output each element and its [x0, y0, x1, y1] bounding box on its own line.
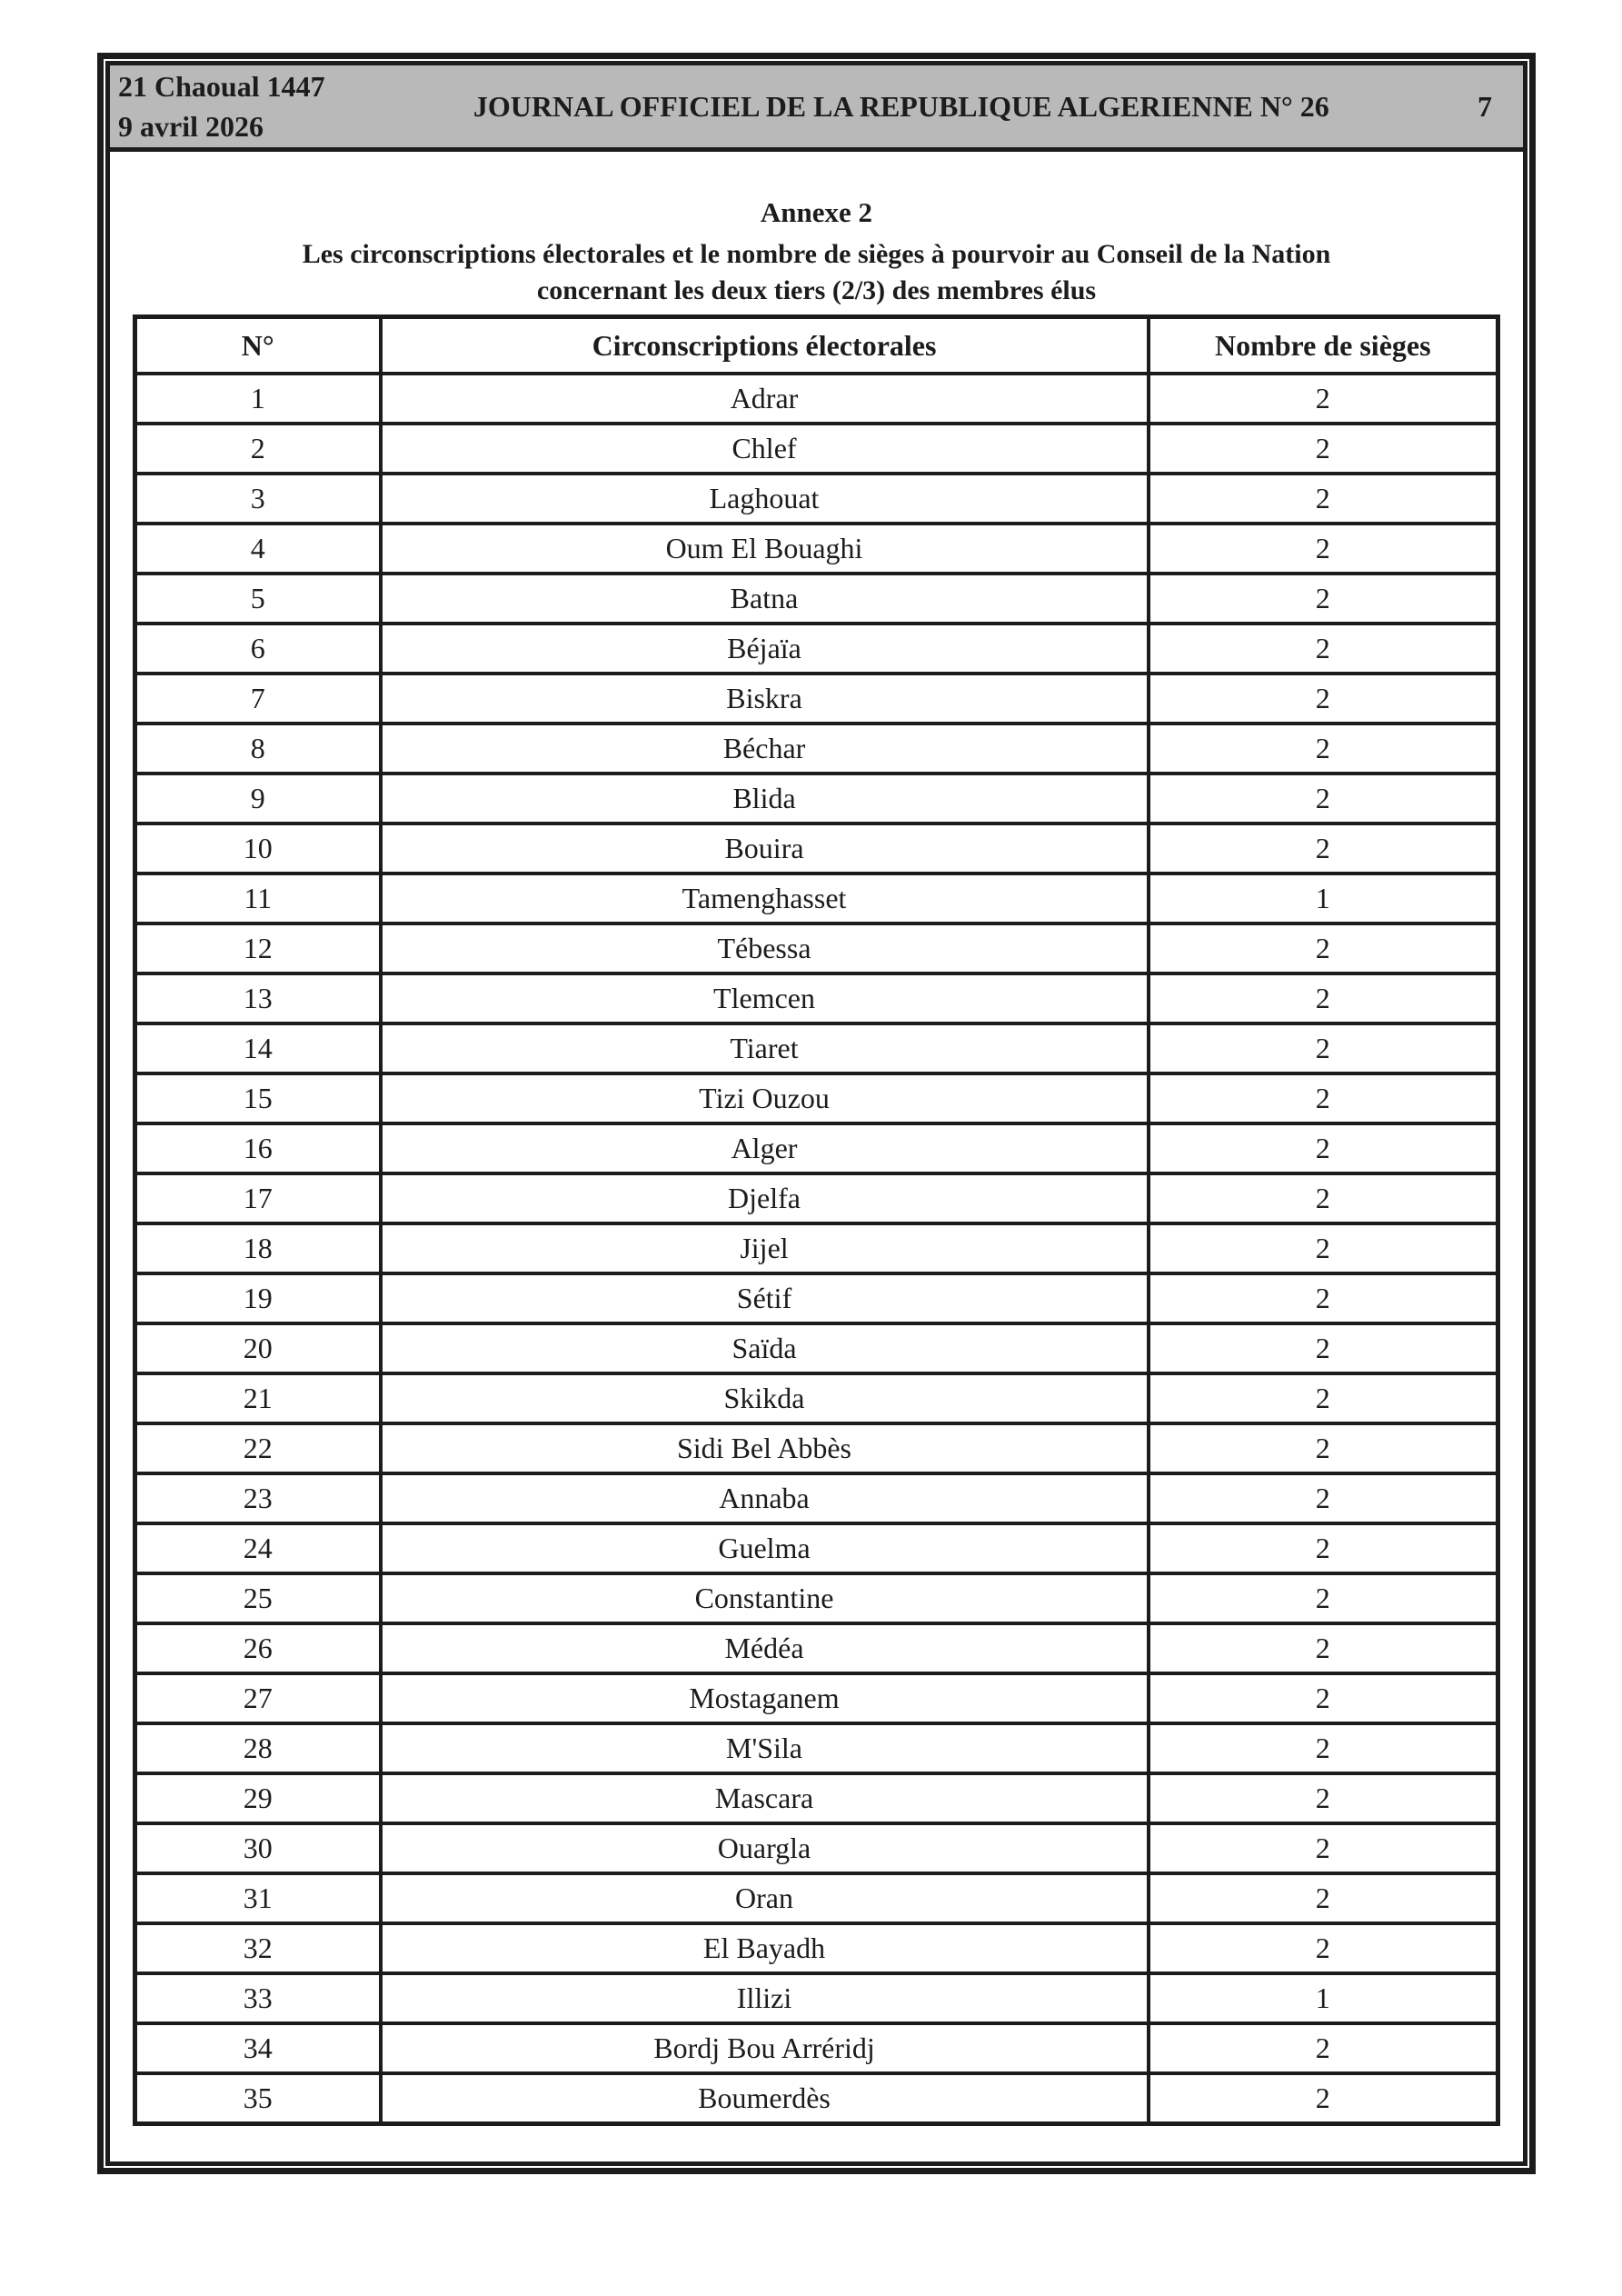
table-row	[135, 1423, 1498, 1473]
table-row	[135, 1973, 1498, 2023]
cell-seats: 2	[1149, 374, 1498, 424]
cell-seats: 2	[1149, 1473, 1498, 1523]
cell-district: Alger	[381, 1123, 1149, 1173]
cell-district: Adrar	[381, 374, 1149, 424]
cell-number: 23	[135, 1473, 381, 1523]
cell-number: 7	[135, 674, 381, 724]
cell-number: 15	[135, 1073, 381, 1123]
cell-number: 6	[135, 624, 381, 674]
cell-seats: 2	[1149, 1773, 1498, 1823]
cell-seats: 2	[1149, 1523, 1498, 1573]
cell-number: 28	[135, 1723, 381, 1773]
table-row	[135, 1123, 1498, 1173]
table-row	[135, 474, 1498, 524]
table-row	[135, 1923, 1498, 1973]
cell-number: 4	[135, 524, 381, 574]
cell-district: Tamenghasset	[381, 873, 1149, 923]
cell-seats: 1	[1149, 873, 1498, 923]
cell-number: 16	[135, 1123, 381, 1173]
cell-seats: 2	[1149, 1023, 1498, 1073]
cell-number: 35	[135, 2073, 381, 2124]
cell-district: Batna	[381, 574, 1149, 624]
cell-district: Béjaïa	[381, 624, 1149, 674]
table-row	[135, 923, 1498, 973]
table-row	[135, 1323, 1498, 1373]
table-row	[135, 1573, 1498, 1623]
cell-seats: 2	[1149, 1123, 1498, 1173]
cell-number: 30	[135, 1823, 381, 1873]
table-row	[135, 1873, 1498, 1923]
cell-number: 19	[135, 1273, 381, 1323]
cell-seats: 2	[1149, 1823, 1498, 1873]
table-row	[135, 1273, 1498, 1323]
cell-district: Tizi Ouzou	[381, 1073, 1149, 1123]
cell-seats: 2	[1149, 2073, 1498, 2124]
cell-district: Bouira	[381, 824, 1149, 873]
cell-district: Biskra	[381, 674, 1149, 724]
cell-seats: 2	[1149, 2023, 1498, 2073]
table-row	[135, 824, 1498, 873]
cell-seats: 2	[1149, 973, 1498, 1023]
cell-seats: 2	[1149, 624, 1498, 674]
cell-number: 5	[135, 574, 381, 624]
table-body	[135, 374, 1498, 2124]
table-row	[135, 1223, 1498, 1273]
cell-district: Annaba	[381, 1473, 1149, 1523]
cell-number: 17	[135, 1173, 381, 1223]
cell-number: 12	[135, 923, 381, 973]
cell-district: Sétif	[381, 1273, 1149, 1323]
cell-number: 8	[135, 724, 381, 774]
cell-district: Djelfa	[381, 1173, 1149, 1223]
cell-number: 2	[135, 424, 381, 474]
cell-seats: 2	[1149, 1273, 1498, 1323]
cell-number: 18	[135, 1223, 381, 1273]
cell-seats: 2	[1149, 474, 1498, 524]
date-hijri: 21 Chaoual 1447	[118, 70, 325, 103]
cell-seats: 2	[1149, 923, 1498, 973]
cell-number: 32	[135, 1923, 381, 1973]
cell-seats: 2	[1149, 524, 1498, 574]
table-row	[135, 873, 1498, 923]
page-number: 7	[1478, 89, 1492, 123]
cell-number: 10	[135, 824, 381, 873]
table-row	[135, 973, 1498, 1023]
header-band	[110, 65, 1523, 152]
seats-table	[133, 314, 1500, 2126]
cell-seats: 2	[1149, 1673, 1498, 1723]
cell-number: 21	[135, 1373, 381, 1423]
date-gregorian: 9 avril 2026	[118, 110, 264, 143]
cell-seats: 2	[1149, 1573, 1498, 1623]
table-row	[135, 774, 1498, 824]
cell-number: 29	[135, 1773, 381, 1823]
cell-seats: 2	[1149, 1623, 1498, 1673]
header-dates	[110, 66, 325, 146]
cell-district: Médéa	[381, 1623, 1149, 1673]
cell-number: 22	[135, 1423, 381, 1473]
cell-number: 14	[135, 1023, 381, 1073]
cell-district: Tiaret	[381, 1023, 1149, 1073]
table-row	[135, 1073, 1498, 1123]
cell-district: Skikda	[381, 1373, 1149, 1423]
column-header-district: Circonscriptions électorales	[381, 317, 1149, 374]
cell-seats: 2	[1149, 424, 1498, 474]
cell-district: Blida	[381, 774, 1149, 824]
table-row	[135, 624, 1498, 674]
cell-number: 34	[135, 2023, 381, 2073]
cell-district: Saïda	[381, 1323, 1149, 1373]
cell-district: Boumerdès	[381, 2073, 1149, 2124]
cell-district: Ouargla	[381, 1823, 1149, 1873]
column-header-seats: Nombre de sièges	[1149, 317, 1498, 374]
cell-district: M'Sila	[381, 1723, 1149, 1773]
cell-seats: 1	[1149, 1973, 1498, 2023]
annexe-label: Annexe 2	[760, 196, 873, 228]
cell-district: Constantine	[381, 1573, 1149, 1623]
table-row	[135, 424, 1498, 474]
table-header-row	[135, 317, 1498, 374]
cell-seats: 2	[1149, 1373, 1498, 1423]
cell-seats: 2	[1149, 774, 1498, 824]
table-row	[135, 1373, 1498, 1423]
cell-seats: 2	[1149, 1873, 1498, 1923]
table-row	[135, 724, 1498, 774]
page-frame	[97, 53, 1536, 2174]
cell-number: 25	[135, 1573, 381, 1623]
table-row	[135, 574, 1498, 624]
table-row	[135, 1623, 1498, 1673]
cell-district: Oum El Bouaghi	[381, 524, 1149, 574]
cell-seats: 2	[1149, 1923, 1498, 1973]
cell-number: 33	[135, 1973, 381, 2023]
cell-number: 31	[135, 1873, 381, 1923]
cell-seats: 2	[1149, 1173, 1498, 1223]
cell-number: 26	[135, 1623, 381, 1673]
cell-district: Mostaganem	[381, 1673, 1149, 1723]
journal-title: JOURNAL OFFICIEL DE LA REPUBLIQUE ALGERIENNE N° 26	[473, 89, 1329, 123]
cell-district: Chlef	[381, 424, 1149, 474]
table-row	[135, 1673, 1498, 1723]
cell-district: Laghouat	[381, 474, 1149, 524]
cell-seats: 2	[1149, 1223, 1498, 1273]
cell-number: 11	[135, 873, 381, 923]
table-row	[135, 1773, 1498, 1823]
cell-seats: 2	[1149, 824, 1498, 873]
cell-district: Illizi	[381, 1973, 1149, 2023]
cell-district: Guelma	[381, 1523, 1149, 1573]
cell-number: 1	[135, 374, 381, 424]
table-row	[135, 674, 1498, 724]
column-header-number: N°	[135, 317, 381, 374]
table-row	[135, 524, 1498, 574]
cell-number: 24	[135, 1523, 381, 1573]
table-row	[135, 1173, 1498, 1223]
cell-seats: 2	[1149, 1323, 1498, 1373]
cell-seats: 2	[1149, 674, 1498, 724]
table-row	[135, 2023, 1498, 2073]
cell-district: El Bayadh	[381, 1923, 1149, 1973]
cell-district: Sidi Bel Abbès	[381, 1423, 1149, 1473]
cell-seats: 2	[1149, 1073, 1498, 1123]
cell-district: Bordj Bou Arréridj	[381, 2023, 1149, 2073]
cell-district: Tébessa	[381, 923, 1149, 973]
page-frame-inner	[105, 61, 1527, 2166]
table-row	[135, 1023, 1498, 1073]
table-row	[135, 374, 1498, 424]
table-row	[135, 1523, 1498, 1573]
cell-number: 27	[135, 1673, 381, 1723]
table-row	[135, 1473, 1498, 1523]
table-row	[135, 1823, 1498, 1873]
cell-district: Oran	[381, 1873, 1149, 1923]
table-row	[135, 1723, 1498, 1773]
doc-title-line1: Les circonscriptions électorales et le nombre de sièges à pourvoir au Conseil de la Nation	[302, 239, 1331, 269]
cell-number: 13	[135, 973, 381, 1023]
cell-district: Mascara	[381, 1773, 1149, 1823]
cell-district: Jijel	[381, 1223, 1149, 1273]
cell-seats: 2	[1149, 1423, 1498, 1473]
table-row	[135, 2073, 1498, 2124]
cell-district: Tlemcen	[381, 973, 1149, 1023]
cell-number: 3	[135, 474, 381, 524]
cell-seats: 2	[1149, 574, 1498, 624]
cell-seats: 2	[1149, 724, 1498, 774]
cell-number: 9	[135, 774, 381, 824]
doc-title	[110, 236, 1523, 309]
cell-district: Béchar	[381, 724, 1149, 774]
cell-seats: 2	[1149, 1723, 1498, 1773]
doc-title-line2: concernant les deux tiers (2/3) des membres élus	[536, 275, 1097, 305]
cell-number: 20	[135, 1323, 381, 1373]
